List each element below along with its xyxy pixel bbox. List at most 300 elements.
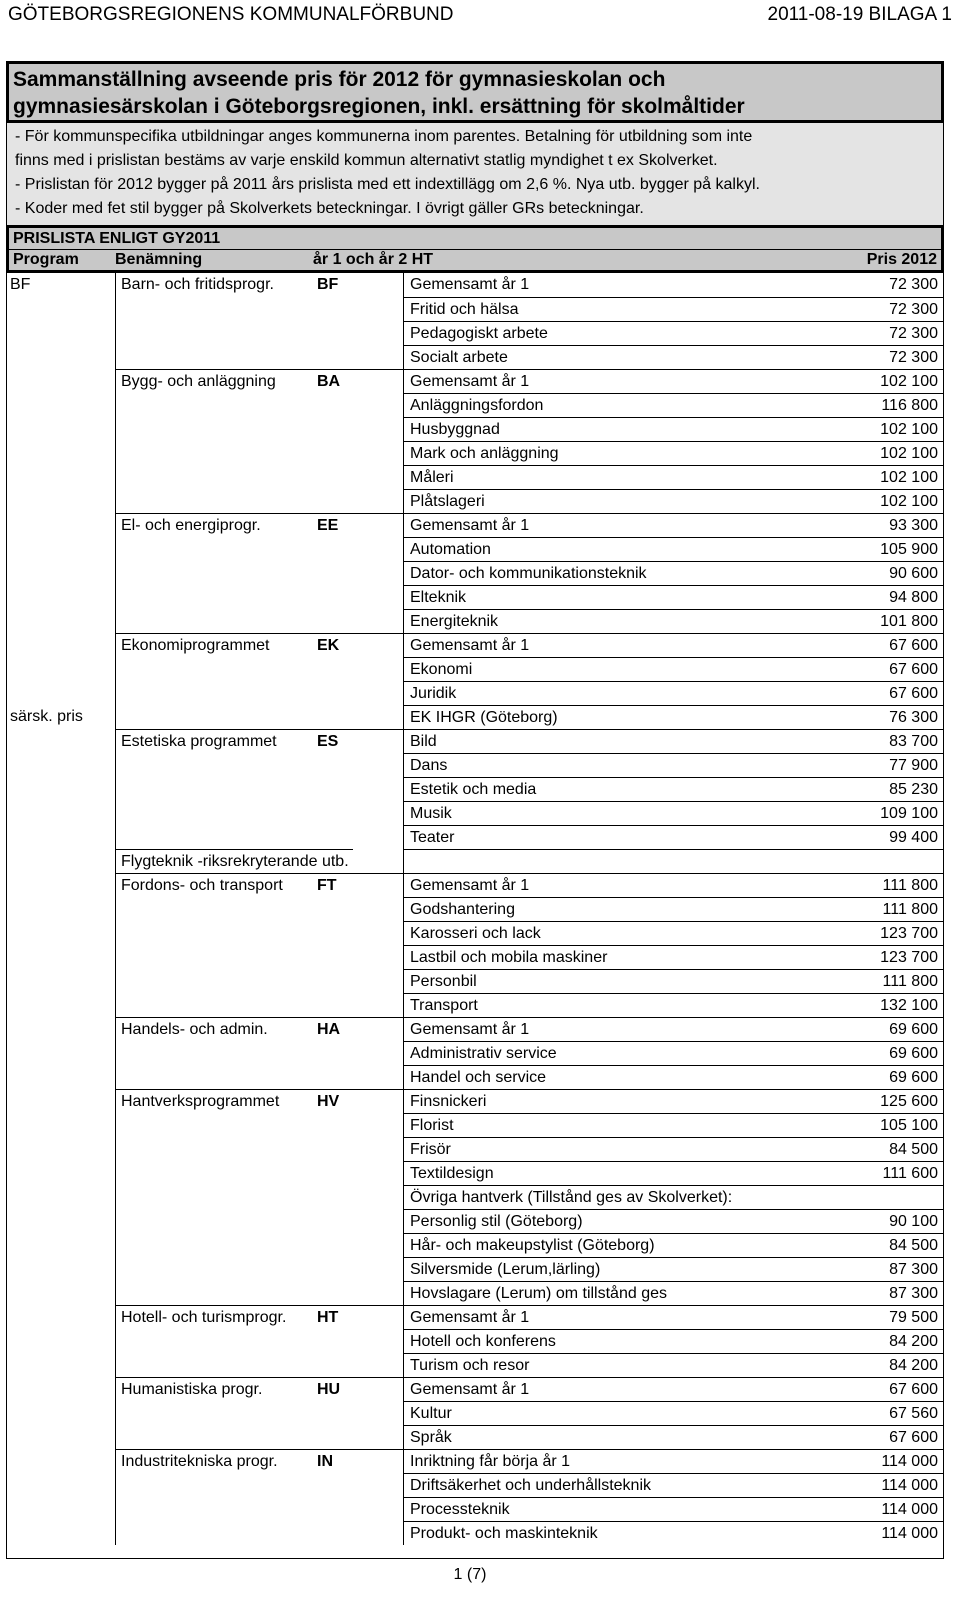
benamning-cell xyxy=(115,489,311,513)
program-code-cell xyxy=(311,1329,403,1353)
table-row xyxy=(7,1065,943,1089)
pricelist-title: PRISLISTA ENLIGT GY2011 xyxy=(13,230,221,247)
benamning-cell xyxy=(115,1041,311,1065)
program-cell xyxy=(7,417,115,441)
price-cell: 83 700 xyxy=(833,729,943,753)
table-row xyxy=(7,609,943,633)
inriktning-cell: Transport xyxy=(403,993,833,1017)
inriktning-cell: Måleri xyxy=(403,465,833,489)
note-line: - Koder med fet stil bygger på Skolverkets beteckningar. I övrigt gäller GRs beteckningar. xyxy=(15,200,644,217)
table-row xyxy=(7,1257,943,1281)
program-code-cell xyxy=(311,1401,403,1425)
price-cell: 114 000 xyxy=(833,1449,943,1473)
table-row xyxy=(7,1353,943,1377)
program-cell xyxy=(7,441,115,465)
benamning-cell: Estetiska programmet xyxy=(115,729,311,753)
table-row xyxy=(7,1185,943,1209)
table-row xyxy=(7,1329,943,1353)
table-row xyxy=(7,369,943,393)
inriktning-cell: Driftsäkerhet och underhållsteknik xyxy=(403,1473,833,1497)
inriktning-cell: Gemensamt år 1 xyxy=(403,1377,833,1401)
price-cell: 109 100 xyxy=(833,801,943,825)
benamning-cell xyxy=(115,1353,311,1377)
program-cell xyxy=(7,1137,115,1161)
inriktning-cell: Husbyggnad xyxy=(403,417,833,441)
benamning-cell xyxy=(115,537,311,561)
benamning-cell xyxy=(115,1161,311,1185)
column-header-benamning: Benämning xyxy=(115,251,203,268)
benamning-cell xyxy=(115,1137,311,1161)
note-line: - Prislistan för 2012 bygger på 2011 års prislista med ett indextillägg om 2,6 %. Nya utb. bygger på kalkyl. xyxy=(15,176,760,193)
price-cell: 105 900 xyxy=(833,537,943,561)
program-cell xyxy=(7,585,115,609)
price-cell: 114 000 xyxy=(833,1497,943,1521)
inriktning-cell: Ekonomi xyxy=(403,657,833,681)
price-cell: 90 100 xyxy=(833,1209,943,1233)
program-code-cell xyxy=(311,417,403,441)
benamning-cell xyxy=(115,321,311,345)
price-cell: 102 100 xyxy=(833,417,943,441)
note-line: - För kommunspecifika utbildningar anges kommunerna inom parentes. Betalning för utbildning som inte xyxy=(15,128,753,145)
program-cell: särsk. pris xyxy=(10,708,83,725)
benamning-cell xyxy=(115,1329,311,1353)
document-title-line-1: Sammanställning avseende pris för 2012 för gymnasieskolan och xyxy=(13,68,666,91)
program-code-cell: FT xyxy=(311,873,403,897)
inriktning-cell: Språk xyxy=(403,1425,833,1449)
program-code-cell xyxy=(311,993,403,1017)
benamning-cell xyxy=(115,681,311,705)
table-row xyxy=(7,585,943,609)
program-code-cell xyxy=(311,1161,403,1185)
benamning-cell xyxy=(115,993,311,1017)
price-cell: 76 300 xyxy=(833,705,943,729)
program-cell xyxy=(7,633,115,657)
column-header-program: Program xyxy=(13,251,79,268)
inriktning-cell: Estetik och media xyxy=(403,777,833,801)
table-row xyxy=(7,513,943,537)
program-code-cell xyxy=(311,1497,403,1521)
benamning-cell: Fordons- och transport xyxy=(115,873,311,897)
program-cell xyxy=(7,801,115,825)
table-row xyxy=(7,273,943,297)
program-code-cell xyxy=(311,465,403,489)
price-cell: 85 230 xyxy=(833,777,943,801)
benamning-cell xyxy=(115,297,311,321)
program-code-cell xyxy=(311,945,403,969)
price-cell: 114 000 xyxy=(833,1521,943,1545)
program-code-cell xyxy=(311,777,403,801)
inriktning-cell: Frisör xyxy=(403,1137,833,1161)
price-cell: 67 600 xyxy=(833,681,943,705)
inriktning-cell: Juridik xyxy=(403,681,833,705)
program-code-cell xyxy=(311,921,403,945)
inriktning-cell: Elteknik xyxy=(403,585,833,609)
table-row xyxy=(7,897,943,921)
price-cell: 69 600 xyxy=(833,1041,943,1065)
benamning-cell: Hantverksprogrammet xyxy=(115,1089,311,1113)
program-code-cell xyxy=(311,1041,403,1065)
price-table xyxy=(6,273,944,1559)
inriktning-cell: Gemensamt år 1 xyxy=(403,513,833,537)
benamning-cell xyxy=(115,969,311,993)
program-cell xyxy=(7,1017,115,1041)
document-title-box xyxy=(6,61,944,123)
program-cell xyxy=(7,1257,115,1281)
program-cell xyxy=(7,729,115,753)
program-code-cell: HT xyxy=(311,1305,403,1329)
price-cell: 111 800 xyxy=(833,969,943,993)
program-cell xyxy=(7,993,115,1017)
price-cell: 87 300 xyxy=(833,1257,943,1281)
price-cell: 72 300 xyxy=(833,345,943,369)
program-cell: BF xyxy=(10,276,31,293)
inriktning-cell: Handel och service xyxy=(403,1065,833,1089)
benamning-cell xyxy=(115,1473,311,1497)
program-code-cell xyxy=(311,705,403,729)
benamning-cell xyxy=(115,1497,311,1521)
inriktning-cell: Bild xyxy=(403,729,833,753)
inriktning-cell: Personlig stil (Göteborg) xyxy=(403,1209,833,1233)
price-cell: 99 400 xyxy=(833,825,943,849)
price-cell: 111 800 xyxy=(833,873,943,897)
table-row xyxy=(7,1305,943,1329)
price-cell: 84 500 xyxy=(833,1137,943,1161)
table-row xyxy=(7,993,943,1017)
program-cell xyxy=(7,537,115,561)
table-row xyxy=(7,441,943,465)
benamning-cell: Flygteknik -riksrekryterande utb. xyxy=(115,849,353,873)
inriktning-cell: Fritid och hälsa xyxy=(403,297,833,321)
benamning-cell xyxy=(115,705,311,729)
benamning-cell xyxy=(115,393,311,417)
program-cell xyxy=(7,1473,115,1497)
page-number: 1 (7) xyxy=(453,1566,487,1583)
price-cell: 125 600 xyxy=(833,1089,943,1113)
program-code-cell: BA xyxy=(311,369,403,393)
program-cell xyxy=(7,1449,115,1473)
program-cell xyxy=(7,1497,115,1521)
program-code-cell xyxy=(311,657,403,681)
benamning-cell xyxy=(115,945,311,969)
program-cell xyxy=(7,321,115,345)
benamning-cell xyxy=(115,345,311,369)
table-row xyxy=(7,1089,943,1113)
price-cell: 67 600 xyxy=(833,657,943,681)
program-cell xyxy=(7,873,115,897)
price-cell: 77 900 xyxy=(833,753,943,777)
benamning-cell xyxy=(115,1113,311,1137)
benamning-cell: Bygg- och anläggning xyxy=(115,369,311,393)
benamning-cell xyxy=(115,657,311,681)
inriktning-cell: EK IHGR (Göteborg) xyxy=(403,705,833,729)
table-row xyxy=(7,945,943,969)
inriktning-cell: Administrativ service xyxy=(403,1041,833,1065)
program-code-cell: IN xyxy=(311,1449,403,1473)
program-code-cell xyxy=(311,1185,403,1209)
program-cell xyxy=(7,1041,115,1065)
inriktning-cell: Processteknik xyxy=(403,1497,833,1521)
date-attachment: 2011-08-19 BILAGA 1 xyxy=(767,4,952,25)
price-cell: 87 300 xyxy=(833,1281,943,1305)
benamning-cell: Handels- och admin. xyxy=(115,1017,311,1041)
table-row xyxy=(7,1449,943,1473)
benamning-cell xyxy=(115,801,311,825)
benamning-cell xyxy=(115,1521,311,1545)
inriktning-cell xyxy=(403,849,833,873)
price-cell: 90 600 xyxy=(833,561,943,585)
benamning-cell xyxy=(115,753,311,777)
inriktning-cell: Teater xyxy=(403,825,833,849)
inriktning-cell: Övriga hantverk (Tillstånd ges av Skolverket): xyxy=(403,1185,833,1209)
price-cell: 123 700 xyxy=(833,921,943,945)
program-code-cell: HU xyxy=(311,1377,403,1401)
table-row xyxy=(7,825,943,849)
program-code-cell xyxy=(311,801,403,825)
program-code-cell xyxy=(311,1113,403,1137)
benamning-cell: Humanistiska progr. xyxy=(115,1377,311,1401)
table-row xyxy=(7,393,943,417)
table-row xyxy=(7,969,943,993)
inriktning-cell: Plåtslageri xyxy=(403,489,833,513)
program-cell xyxy=(7,513,115,537)
program-cell xyxy=(7,369,115,393)
program-cell xyxy=(7,1161,115,1185)
program-cell xyxy=(7,1353,115,1377)
inriktning-cell: Energiteknik xyxy=(403,609,833,633)
program-cell xyxy=(7,753,115,777)
inriktning-cell: Anläggningsfordon xyxy=(403,393,833,417)
table-row xyxy=(7,1233,943,1257)
program-cell xyxy=(7,1521,115,1545)
table-row xyxy=(7,753,943,777)
inriktning-cell: Hår- och makeupstylist (Göteborg) xyxy=(403,1233,833,1257)
table-row xyxy=(7,537,943,561)
program-code-cell xyxy=(311,1521,403,1545)
inriktning-cell: Produkt- och maskinteknik xyxy=(403,1521,833,1545)
price-cell: 84 200 xyxy=(833,1329,943,1353)
program-cell xyxy=(7,1209,115,1233)
benamning-cell xyxy=(115,921,311,945)
program-code-cell xyxy=(311,1137,403,1161)
benamning-cell xyxy=(115,465,311,489)
program-code-cell: HV xyxy=(311,1089,403,1113)
program-code-cell xyxy=(311,537,403,561)
table-row xyxy=(7,1401,943,1425)
inriktning-cell: Florist xyxy=(403,1113,833,1137)
document-title-line-2: gymnasiesärskolan i Göteborgsregionen, inkl. ersättning för skolmåltider xyxy=(13,95,745,118)
table-row xyxy=(7,321,943,345)
inriktning-cell: Pedagogiskt arbete xyxy=(403,321,833,345)
table-row xyxy=(7,1113,943,1137)
price-cell: 102 100 xyxy=(833,465,943,489)
price-cell: 114 000 xyxy=(833,1473,943,1497)
table-row xyxy=(7,1281,943,1305)
price-cell: 105 100 xyxy=(833,1113,943,1137)
price-cell: 72 300 xyxy=(833,321,943,345)
inriktning-cell: Finsnickeri xyxy=(403,1089,833,1113)
inriktning-cell: Gemensamt år 1 xyxy=(403,369,833,393)
program-cell xyxy=(7,1377,115,1401)
price-cell: 67 560 xyxy=(833,1401,943,1425)
price-cell: 84 200 xyxy=(833,1353,943,1377)
column-header-years: år 1 och år 2 HT xyxy=(313,251,434,268)
program-cell xyxy=(7,465,115,489)
benamning-cell xyxy=(115,1425,311,1449)
benamning-cell: Hotell- och turismprogr. xyxy=(115,1305,311,1329)
table-row xyxy=(7,489,943,513)
inriktning-cell: Mark och anläggning xyxy=(403,441,833,465)
price-cell: 123 700 xyxy=(833,945,943,969)
benamning-cell xyxy=(115,825,311,849)
program-cell xyxy=(7,1305,115,1329)
program-cell xyxy=(7,561,115,585)
program-code-cell xyxy=(311,1425,403,1449)
table-row xyxy=(7,633,943,657)
program-cell xyxy=(7,489,115,513)
price-cell xyxy=(833,849,943,873)
note-line: finns med i prislistan bestäms av varje enskild kommun alternativt statlig myndighet t ex Skolverket. xyxy=(15,152,718,169)
table-row xyxy=(7,1209,943,1233)
table-row xyxy=(7,1425,943,1449)
price-cell: 72 300 xyxy=(833,297,943,321)
program-cell xyxy=(7,609,115,633)
program-code-cell xyxy=(311,825,403,849)
table-row xyxy=(7,1497,943,1521)
inriktning-cell: Socialt arbete xyxy=(403,345,833,369)
program-cell xyxy=(7,897,115,921)
inriktning-cell: Gemensamt år 1 xyxy=(403,633,833,657)
inriktning-cell: Karosseri och lack xyxy=(403,921,833,945)
program-code-cell xyxy=(311,297,403,321)
program-code-cell xyxy=(311,1281,403,1305)
price-cell xyxy=(833,1185,943,1209)
program-code-cell xyxy=(311,681,403,705)
inriktning-cell: Kultur xyxy=(403,1401,833,1425)
price-cell: 79 500 xyxy=(833,1305,943,1329)
program-code-cell xyxy=(311,1209,403,1233)
program-code-cell xyxy=(311,585,403,609)
benamning-cell xyxy=(115,441,311,465)
benamning-cell xyxy=(115,1233,311,1257)
program-code-cell xyxy=(311,609,403,633)
inriktning-cell: Hotell och konferens xyxy=(403,1329,833,1353)
program-code-cell: BF xyxy=(317,276,339,293)
program-code-cell xyxy=(311,1065,403,1089)
program-cell xyxy=(7,825,115,849)
program-cell xyxy=(7,1089,115,1113)
price-cell: 102 100 xyxy=(833,489,943,513)
inriktning-cell: Gemensamt år 1 xyxy=(403,273,833,297)
price-cell: 72 300 xyxy=(889,276,938,293)
table-row xyxy=(7,297,943,321)
inriktning-cell: Gemensamt år 1 xyxy=(403,1017,833,1041)
table-row xyxy=(7,705,943,729)
pricelist-header xyxy=(6,225,944,273)
table-row xyxy=(7,657,943,681)
inriktning-cell: Turism och resor xyxy=(403,1353,833,1377)
program-cell xyxy=(7,297,115,321)
program-code-cell xyxy=(311,897,403,921)
table-row xyxy=(7,921,943,945)
program-code-cell xyxy=(311,969,403,993)
program-cell xyxy=(7,1185,115,1209)
page-header xyxy=(8,2,952,28)
table-row xyxy=(7,465,943,489)
benamning-cell xyxy=(115,1185,311,1209)
program-cell xyxy=(7,1329,115,1353)
price-cell: 102 100 xyxy=(833,369,943,393)
price-cell: 69 600 xyxy=(833,1065,943,1089)
benamning-cell xyxy=(115,417,311,441)
program-code-cell xyxy=(311,1257,403,1281)
price-cell: 132 100 xyxy=(833,993,943,1017)
benamning-cell xyxy=(115,897,311,921)
program-code-cell: ES xyxy=(311,729,403,753)
notes-box xyxy=(6,123,944,225)
benamning-cell xyxy=(115,1281,311,1305)
program-code-cell: EE xyxy=(311,513,403,537)
program-cell xyxy=(7,777,115,801)
program-code-cell xyxy=(311,1233,403,1257)
benamning-cell xyxy=(115,609,311,633)
program-code-cell xyxy=(311,393,403,417)
table-row xyxy=(7,345,943,369)
table-row xyxy=(7,417,943,441)
program-cell xyxy=(7,657,115,681)
inriktning-cell: Godshantering xyxy=(403,897,833,921)
program-code-cell xyxy=(311,1353,403,1377)
program-cell xyxy=(7,1065,115,1089)
price-cell: 67 600 xyxy=(833,1377,943,1401)
price-cell: 93 300 xyxy=(833,513,943,537)
program-code-cell xyxy=(311,345,403,369)
program-cell xyxy=(7,1281,115,1305)
inriktning-cell: Lastbil och mobila maskiner xyxy=(403,945,833,969)
table-row xyxy=(7,1521,943,1545)
program-code-cell: EK xyxy=(311,633,403,657)
program-code-cell: HA xyxy=(311,1017,403,1041)
program-code-cell xyxy=(311,441,403,465)
benamning-cell xyxy=(115,1257,311,1281)
inriktning-cell: Gemensamt år 1 xyxy=(403,1305,833,1329)
price-cell: 102 100 xyxy=(833,441,943,465)
price-cell: 94 800 xyxy=(833,585,943,609)
program-code-cell xyxy=(311,561,403,585)
price-cell: 101 800 xyxy=(833,609,943,633)
column-header-price: Pris 2012 xyxy=(866,251,937,268)
program-code-cell xyxy=(311,321,403,345)
benamning-cell: Industritekniska progr. xyxy=(115,1449,311,1473)
table-row xyxy=(7,681,943,705)
program-cell xyxy=(7,945,115,969)
benamning-cell xyxy=(115,1065,311,1089)
table-row xyxy=(7,729,943,753)
inriktning-cell: Gemensamt år 1 xyxy=(403,873,833,897)
price-cell: 84 500 xyxy=(833,1233,943,1257)
price-cell: 111 800 xyxy=(833,897,943,921)
table-row xyxy=(7,1473,943,1497)
table-row xyxy=(7,1041,943,1065)
table-row xyxy=(7,801,943,825)
benamning-cell: Ekonomiprogrammet xyxy=(115,633,311,657)
price-cell: 116 800 xyxy=(833,393,943,417)
benamning-cell xyxy=(115,777,311,801)
inriktning-cell: Dans xyxy=(403,753,833,777)
program-cell xyxy=(7,1233,115,1257)
table-row xyxy=(7,1377,943,1401)
inriktning-cell: Textildesign xyxy=(403,1161,833,1185)
table-row xyxy=(7,1161,943,1185)
